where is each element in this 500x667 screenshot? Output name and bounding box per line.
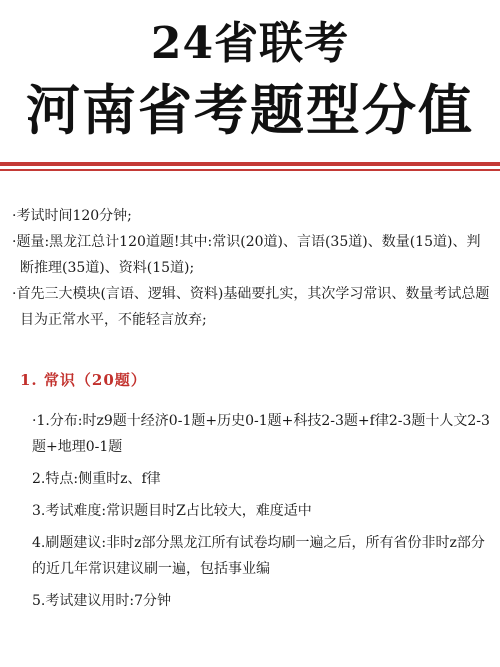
title-line-2: 河南省考题型分值 bbox=[26, 78, 474, 142]
intro-item-question-count: ·题量:黑龙江总计120道题!其中:常识(20道)、言语(35道)、数量(15道)、判断推理(35道)、资料(15道); bbox=[12, 234, 481, 276]
intro-list bbox=[12, 203, 492, 333]
common-sense-details bbox=[32, 408, 490, 620]
intro-item-study-advice: ·首先三大模块(言语、逻辑、资料)基础要扎实，其次学习常识、数量考试总题目为正常水平，不能轻言放弃; bbox=[12, 286, 490, 328]
intro-item-exam-time: ·考试时间120分钟; bbox=[12, 208, 132, 224]
title-line-1: 24省联考 bbox=[150, 18, 350, 69]
header-divider-thick bbox=[0, 162, 500, 166]
detail-item-difficulty: 3.考试难度:常识题目时Z占比较大，难度适中 bbox=[32, 503, 312, 519]
detail-item-practice-advice: 4.刷题建议:非时z部分黑龙江所有试卷均刷一遍之后，所有省份非时z部分的近几年常识建议刷一遍，包括事业编 bbox=[32, 535, 485, 577]
detail-item-features: 2.特点:侧重时z、f律 bbox=[32, 471, 161, 487]
header-divider-thin bbox=[0, 169, 500, 171]
detail-item-time-advice: 5.考试建议用时:7分钟 bbox=[32, 593, 171, 609]
section-heading-common-sense: 1. 常识（20题） bbox=[20, 371, 147, 389]
page-header bbox=[0, 0, 500, 172]
detail-item-distribution: ·1.分布:时z9题十经济0-1题+历史0-1题+科技2-3题+f律2-3题十人文2-3题+地理0-1题 bbox=[32, 413, 490, 455]
